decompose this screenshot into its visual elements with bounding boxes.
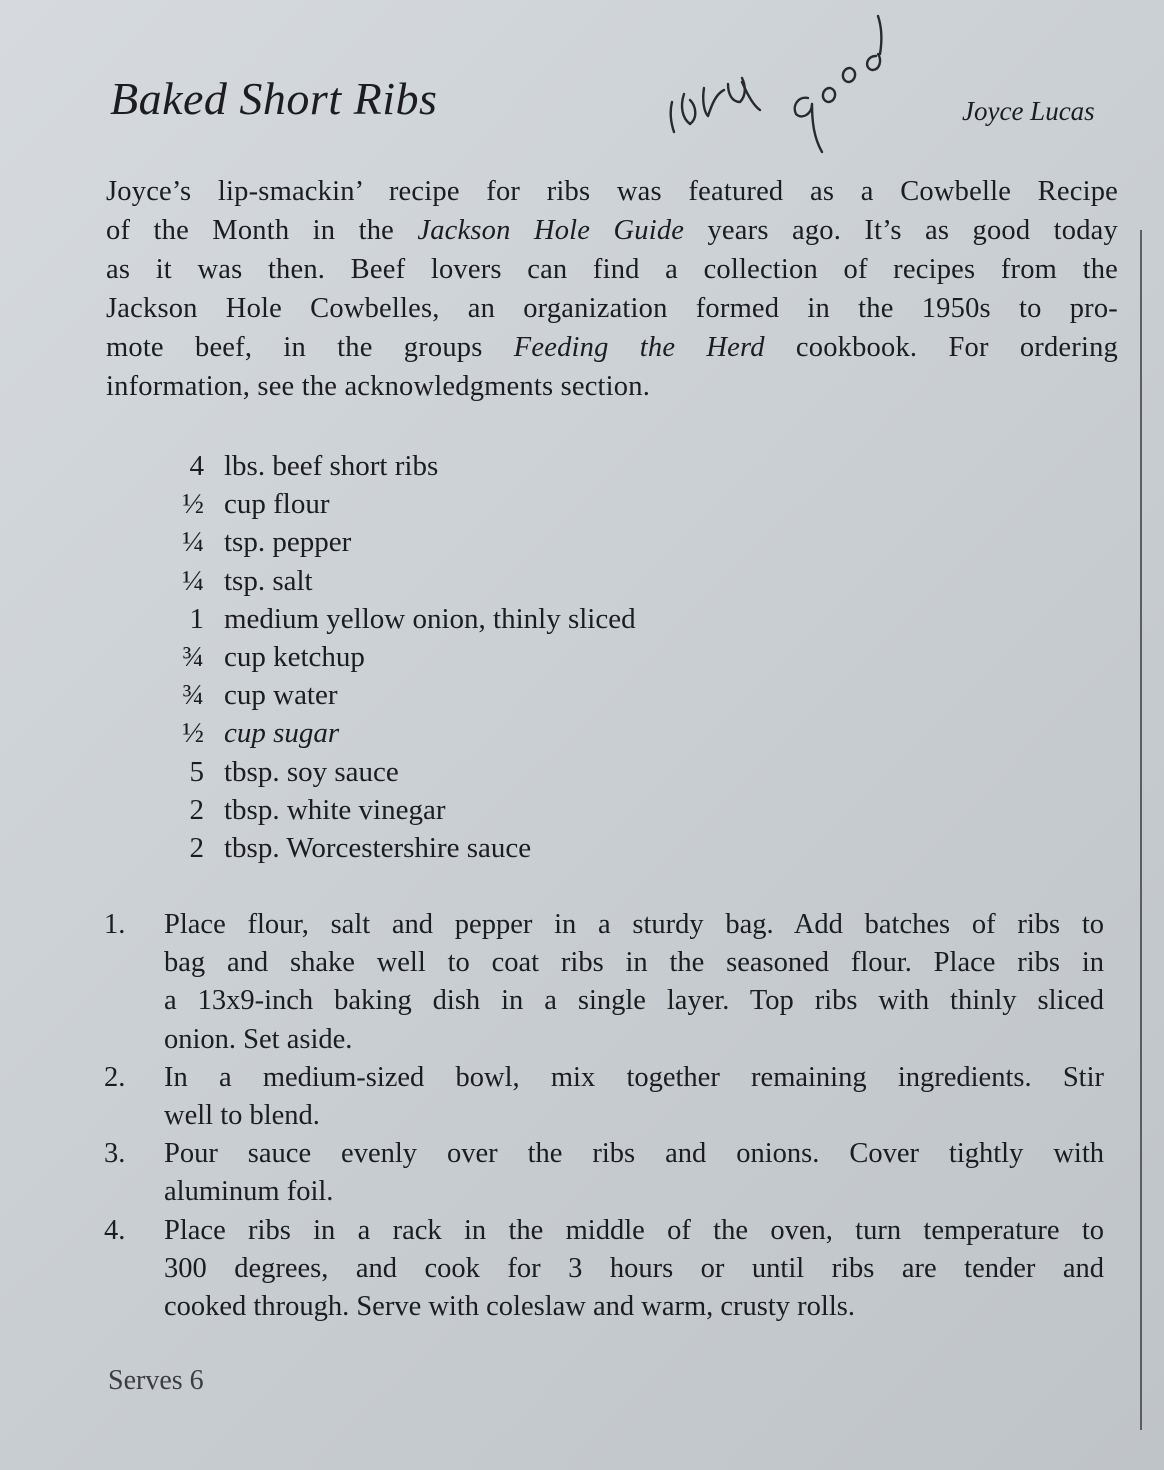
ingredient-item (160, 829, 636, 867)
cookbook-name: Feeding the Herd (513, 332, 765, 363)
instruction-steps (104, 906, 1104, 1326)
intro-line (106, 211, 1118, 250)
ingredient-quantity: ¾ (182, 641, 204, 674)
ingredient-quantity: 5 (189, 755, 204, 788)
ingredient-item (160, 523, 636, 561)
handwritten-note-drawing (650, 10, 920, 160)
ingredient-item (160, 447, 636, 485)
ingredient-item (160, 791, 636, 829)
step-number: 1. (104, 909, 126, 940)
step-line: cooked through. Serve with coleslaw and warm, crusty rolls. (164, 1291, 855, 1323)
step-line: Place ribs in a rack in the middle of the oven, turn temperature to (164, 1214, 1104, 1246)
ingredient-name: lbs. beef short ribs (224, 450, 439, 482)
recipe-title: Baked Short Ribs (110, 73, 438, 124)
intro-line: as it was then. Beef lovers can find a collection of recipes from the (106, 254, 1118, 285)
ingredient-name: tsp. salt (224, 564, 313, 597)
step-line: 300 degrees, and cook for 3 hours or until ribs are tender and (164, 1252, 1104, 1284)
ingredient-list (160, 447, 636, 867)
intro-line (106, 328, 1118, 367)
ingredient-quantity: ¼ (182, 526, 204, 559)
instruction-step (104, 1135, 1104, 1211)
ingredient-name: cup flour (224, 488, 330, 521)
instruction-step (104, 1212, 1104, 1327)
publication-name: Jackson Hole Guide (417, 215, 685, 246)
ingredient-item (160, 753, 636, 791)
ingredient-name: tbsp. Worcestershire sauce (224, 832, 532, 865)
ingredient-quantity: ½ (182, 488, 204, 521)
page-edge-line (1140, 230, 1142, 1430)
step-text (164, 1212, 1104, 1327)
ingredient-quantity: 4 (189, 450, 204, 482)
ingredient-name: medium yellow onion, thinly sliced (224, 602, 636, 635)
step-line: Place flour, salt and pepper in a sturdy bag. Add batches of ribs to (164, 909, 1104, 940)
ingredient-item (160, 714, 636, 752)
ingredient-quantity: 2 (189, 832, 204, 865)
ingredient-quantity: ½ (182, 717, 204, 750)
ingredient-name: cup ketchup (224, 641, 365, 674)
step-line: Pour sauce evenly over the ribs and onions. Cover tightly with (164, 1138, 1104, 1170)
ingredient-name: cup sugar (224, 717, 340, 750)
handwritten-note (650, 10, 920, 160)
step-number: 4. (104, 1214, 126, 1246)
step-line: a 13x9-inch baking dish in a single layer. Top ribs with thinly sliced (164, 985, 1104, 1017)
step-line: onion. Set aside. (164, 1023, 353, 1055)
ingredient-item (160, 485, 636, 523)
intro-line: Joyce’s lip-smackin’ recipe for ribs was featured as a Cowbelle Recipe (106, 176, 1118, 207)
ingredient-quantity: ¼ (182, 564, 204, 597)
ingredient-name: tsp. pepper (224, 526, 352, 559)
instruction-step (104, 1059, 1104, 1135)
step-text (164, 1059, 1104, 1135)
step-line: bag and shake well to coat ribs in the seasoned flour. Place ribs in (164, 947, 1104, 979)
ingredient-name: tbsp. soy sauce (224, 755, 399, 788)
intro-text: mote beef, in the groups (106, 332, 514, 363)
step-line: In a medium-sized bowl, mix together remaining ingredients. Stir (164, 1061, 1104, 1093)
step-line: well to blend. (164, 1100, 320, 1132)
ingredient-quantity: 1 (189, 602, 204, 635)
instruction-step (104, 906, 1104, 1059)
step-line: aluminum foil. (164, 1176, 334, 1208)
intro-text: of the Month in the (106, 215, 418, 246)
recipe-author: Joyce Lucas (962, 96, 1095, 126)
ingredient-quantity: 2 (189, 793, 204, 826)
ingredient-item (160, 562, 636, 600)
intro-line: information, see the acknowledgments section. (106, 371, 651, 402)
ingredient-name: cup water (224, 679, 338, 712)
step-text (164, 906, 1104, 1059)
ingredient-item (160, 676, 636, 714)
step-number: 3. (104, 1138, 126, 1170)
ingredient-name: tbsp. white vinegar (224, 793, 446, 826)
step-text (164, 1135, 1104, 1211)
intro-text: years ago. It’s as good today (684, 215, 1118, 246)
ingredient-quantity: ¾ (182, 679, 204, 712)
intro-line: Jackson Hole Cowbelles, an organization formed in the 1950s to pro- (106, 293, 1118, 324)
recipe-intro (106, 172, 1118, 406)
ingredient-item (160, 600, 636, 638)
intro-text: cookbook. For ordering (764, 332, 1118, 363)
ingredient-item (160, 638, 636, 676)
step-number: 2. (104, 1061, 126, 1093)
serving-count: Serves 6 (108, 1365, 204, 1396)
